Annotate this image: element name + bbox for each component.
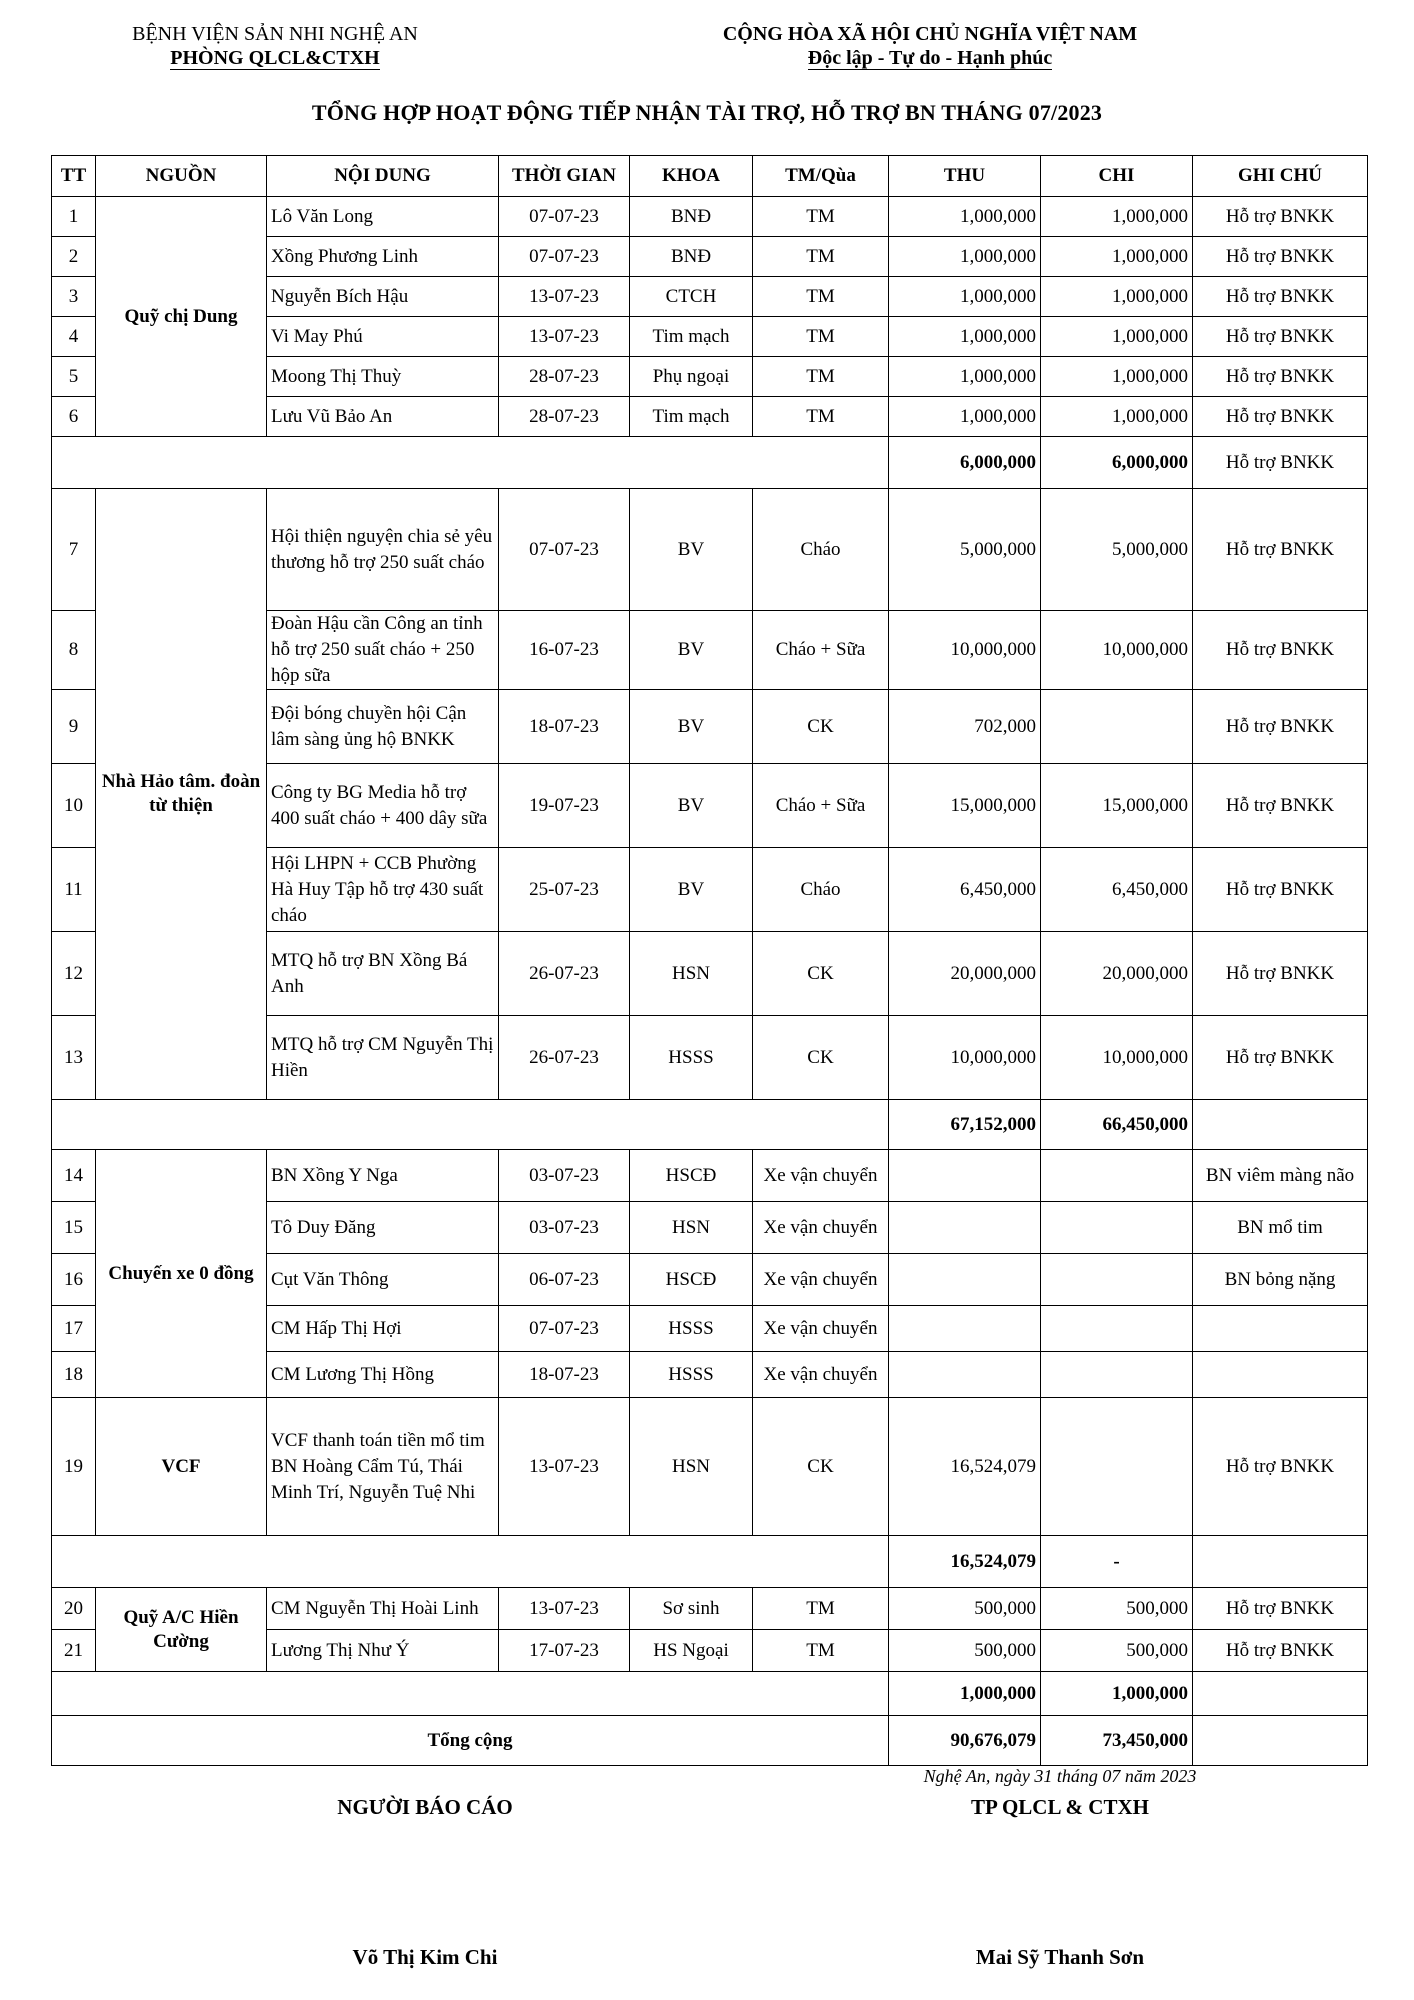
- source-cell: VCF: [96, 1398, 267, 1536]
- col-header-content: NỘI DUNG: [267, 156, 499, 197]
- row-number: 16: [52, 1254, 96, 1306]
- chi-cell: 500,000: [1041, 1630, 1193, 1672]
- dept-cell: BV: [630, 611, 753, 690]
- thu-cell: 500,000: [889, 1630, 1041, 1672]
- type-cell: TM: [753, 317, 889, 357]
- thu-cell: 10,000,000: [889, 1016, 1041, 1100]
- table-row: [52, 1588, 1368, 1630]
- chi-cell: 1,000,000: [1041, 357, 1193, 397]
- thu-cell: 15,000,000: [889, 764, 1041, 848]
- row-number: 6: [52, 397, 96, 437]
- subtotal-row: [52, 1672, 1368, 1716]
- row-number: 1: [52, 197, 96, 237]
- dept-cell: BV: [630, 848, 753, 932]
- date-cell: 03-07-23: [499, 1202, 630, 1254]
- thu-cell: 10,000,000: [889, 611, 1041, 690]
- content-cell: Xồng Phương Linh: [267, 237, 499, 277]
- chi-cell: [1041, 1352, 1193, 1398]
- date-cell: 07-07-23: [499, 237, 630, 277]
- subtotal-note: Hỗ trợ BNKK: [1193, 437, 1368, 489]
- subtotal-chi: 66,450,000: [1041, 1100, 1193, 1150]
- type-cell: TM: [753, 277, 889, 317]
- dept-cell: Tim mạch: [630, 317, 753, 357]
- type-cell: Cháo: [753, 489, 889, 611]
- chi-cell: [1041, 1306, 1193, 1352]
- manager-name: Mai Sỹ Thanh Sơn: [975, 1945, 1145, 1969]
- thu-cell: 6,450,000: [889, 848, 1041, 932]
- date-cell: 13-07-23: [499, 317, 630, 357]
- table-header-row: [52, 156, 1368, 197]
- page-title: TỔNG HỢP HOẠT ĐỘNG TIẾP NHẬN TÀI TRỢ, HỖ TRỢ BN THÁNG 07/2023: [311, 100, 1103, 125]
- reporter-title: NGƯỜI BÁO CÁO: [337, 1795, 513, 1819]
- col-header-thu: THU: [889, 156, 1041, 197]
- dept-cell: HSN: [630, 1398, 753, 1536]
- date-cell: 28-07-23: [499, 357, 630, 397]
- dept-cell: BV: [630, 764, 753, 848]
- reporter-name: Võ Thị Kim Chi: [352, 1945, 498, 1969]
- department-name: PHÒNG QLCL&CTXH: [170, 47, 380, 69]
- content-cell: CM Hấp Thị Hợi: [267, 1306, 499, 1352]
- table-row: [52, 1398, 1368, 1536]
- chi-cell: 1,000,000: [1041, 397, 1193, 437]
- content-cell: Lô Văn Long: [267, 197, 499, 237]
- date-cell: 07-07-23: [499, 197, 630, 237]
- thu-cell: 1,000,000: [889, 317, 1041, 357]
- type-cell: CK: [753, 1398, 889, 1536]
- thu-cell: [889, 1352, 1041, 1398]
- dept-cell: BV: [630, 489, 753, 611]
- dept-cell: BNĐ: [630, 197, 753, 237]
- note-cell: Hỗ trợ BNKK: [1193, 1588, 1368, 1630]
- date-cell: 26-07-23: [499, 1016, 630, 1100]
- date-cell: 07-07-23: [499, 1306, 630, 1352]
- note-cell: Hỗ trợ BNKK: [1193, 197, 1368, 237]
- type-cell: TM: [753, 357, 889, 397]
- note-cell: Hỗ trợ BNKK: [1193, 1016, 1368, 1100]
- dept-cell: HSCĐ: [630, 1254, 753, 1306]
- source-cell: Nhà Hảo tâm. đoàn từ thiện: [96, 489, 267, 1100]
- row-number: 17: [52, 1306, 96, 1352]
- thu-cell: 16,524,079: [889, 1398, 1041, 1536]
- grand-total-thu: 90,676,079: [889, 1716, 1041, 1766]
- dept-cell: Phụ ngoại: [630, 357, 753, 397]
- date-cell: 06-07-23: [499, 1254, 630, 1306]
- row-number: 15: [52, 1202, 96, 1254]
- chi-cell: [1041, 1202, 1193, 1254]
- content-cell: Hội thiện nguyện chia sẻ yêu thương hỗ trợ 250 suất cháo: [267, 489, 499, 611]
- col-header-date: THỜI GIAN: [499, 156, 630, 197]
- row-number: 10: [52, 764, 96, 848]
- row-number: 14: [52, 1150, 96, 1202]
- date-cell: 13-07-23: [499, 1398, 630, 1536]
- note-cell: Hỗ trợ BNKK: [1193, 848, 1368, 932]
- type-cell: Cháo + Sữa: [753, 764, 889, 848]
- type-cell: CK: [753, 932, 889, 1016]
- note-cell: Hỗ trợ BNKK: [1193, 764, 1368, 848]
- chi-cell: 1,000,000: [1041, 197, 1193, 237]
- row-number: 19: [52, 1398, 96, 1536]
- subtotal-blank: [52, 1100, 889, 1150]
- dept-cell: HSSS: [630, 1016, 753, 1100]
- content-cell: BN Xồng Y Nga: [267, 1150, 499, 1202]
- thu-cell: [889, 1202, 1041, 1254]
- content-cell: MTQ hỗ trợ CM Nguyễn Thị Hiền: [267, 1016, 499, 1100]
- date-cell: 17-07-23: [499, 1630, 630, 1672]
- row-number: 7: [52, 489, 96, 611]
- thu-cell: 1,000,000: [889, 237, 1041, 277]
- dept-cell: BV: [630, 690, 753, 764]
- source-cell: Quỹ A/C Hiền Cường: [96, 1588, 267, 1672]
- note-cell: Hỗ trợ BNKK: [1193, 237, 1368, 277]
- subtotal-blank: [52, 437, 889, 489]
- note-cell: Hỗ trợ BNKK: [1193, 932, 1368, 1016]
- date-cell: 18-07-23: [499, 690, 630, 764]
- source-cell: Chuyến xe 0 đồng: [96, 1150, 267, 1398]
- type-cell: Xe vận chuyển: [753, 1202, 889, 1254]
- dept-cell: HSN: [630, 932, 753, 1016]
- row-number: 3: [52, 277, 96, 317]
- col-header-dept: KHOA: [630, 156, 753, 197]
- subtotal-blank: [52, 1672, 889, 1716]
- subtotal-thu: 16,524,079: [889, 1536, 1041, 1588]
- col-header-chi: CHI: [1041, 156, 1193, 197]
- note-cell: Hỗ trợ BNKK: [1193, 397, 1368, 437]
- table-row: [52, 197, 1368, 237]
- type-cell: Cháo: [753, 848, 889, 932]
- nation-motto: Độc lập - Tự do - Hạnh phúc: [807, 47, 1053, 69]
- row-number: 18: [52, 1352, 96, 1398]
- content-cell: CM Lương Thị Hồng: [267, 1352, 499, 1398]
- chi-cell: 5,000,000: [1041, 489, 1193, 611]
- date-cell: 19-07-23: [499, 764, 630, 848]
- row-number: 8: [52, 611, 96, 690]
- row-number: 13: [52, 1016, 96, 1100]
- subtotal-thu: 1,000,000: [889, 1672, 1041, 1716]
- row-number: 4: [52, 317, 96, 357]
- type-cell: Xe vận chuyển: [753, 1352, 889, 1398]
- content-cell: Hội LHPN + CCB Phường Hà Huy Tập hỗ trợ 430 suất cháo: [267, 848, 499, 932]
- col-header-source: NGUỒN: [96, 156, 267, 197]
- dept-cell: HS Ngoại: [630, 1630, 753, 1672]
- date-cell: 16-07-23: [499, 611, 630, 690]
- grand-total-chi: 73,450,000: [1041, 1716, 1193, 1766]
- date-cell: 25-07-23: [499, 848, 630, 932]
- note-cell: Hỗ trợ BNKK: [1193, 489, 1368, 611]
- content-cell: Lưu Vũ Bảo An: [267, 397, 499, 437]
- subtotal-chi: -: [1041, 1536, 1193, 1588]
- content-cell: Lương Thị Như Ý: [267, 1630, 499, 1672]
- thu-cell: 5,000,000: [889, 489, 1041, 611]
- content-cell: Vi May Phú: [267, 317, 499, 357]
- sponsorship-table: [51, 155, 1368, 1766]
- chi-cell: 10,000,000: [1041, 611, 1193, 690]
- note-cell: Hỗ trợ BNKK: [1193, 690, 1368, 764]
- dept-cell: HSSS: [630, 1352, 753, 1398]
- date-cell: 07-07-23: [499, 489, 630, 611]
- type-cell: TM: [753, 237, 889, 277]
- col-header-type: TM/Qùa: [753, 156, 889, 197]
- subtotal-note: [1193, 1536, 1368, 1588]
- chi-cell: [1041, 690, 1193, 764]
- dept-cell: HSN: [630, 1202, 753, 1254]
- chi-cell: [1041, 1398, 1193, 1536]
- grand-total-row: [52, 1716, 1368, 1766]
- subtotal-note: [1193, 1100, 1368, 1150]
- thu-cell: 1,000,000: [889, 397, 1041, 437]
- chi-cell: [1041, 1254, 1193, 1306]
- dept-cell: HSSS: [630, 1306, 753, 1352]
- type-cell: TM: [753, 1588, 889, 1630]
- chi-cell: 1,000,000: [1041, 317, 1193, 357]
- type-cell: TM: [753, 197, 889, 237]
- type-cell: CK: [753, 1016, 889, 1100]
- note-cell: BN viêm màng não: [1193, 1150, 1368, 1202]
- thu-cell: 702,000: [889, 690, 1041, 764]
- thu-cell: 1,000,000: [889, 277, 1041, 317]
- col-header-note: GHI CHÚ: [1193, 156, 1368, 197]
- type-cell: Xe vận chuyển: [753, 1254, 889, 1306]
- grand-total-note: [1193, 1716, 1368, 1766]
- note-cell: [1193, 1306, 1368, 1352]
- thu-cell: 1,000,000: [889, 357, 1041, 397]
- content-cell: Cụt Văn Thông: [267, 1254, 499, 1306]
- content-cell: Công ty BG Media hỗ trợ 400 suất cháo + 400 dây sữa: [267, 764, 499, 848]
- type-cell: Xe vận chuyển: [753, 1150, 889, 1202]
- date-cell: 18-07-23: [499, 1352, 630, 1398]
- dept-cell: CTCH: [630, 277, 753, 317]
- grand-total-label: Tổng cộng: [52, 1716, 889, 1766]
- content-cell: VCF thanh toán tiền mổ tim BN Hoàng Cẩm Tú, Thái Minh Trí, Nguyễn Tuệ Nhi: [267, 1398, 499, 1536]
- content-cell: Tô Duy Đăng: [267, 1202, 499, 1254]
- dept-cell: Tim mạch: [630, 397, 753, 437]
- content-cell: CM Nguyễn Thị Hoài Linh: [267, 1588, 499, 1630]
- chi-cell: [1041, 1150, 1193, 1202]
- row-number: 11: [52, 848, 96, 932]
- row-number: 2: [52, 237, 96, 277]
- table-row: [52, 489, 1368, 611]
- type-cell: TM: [753, 397, 889, 437]
- content-cell: Moong Thị Thuỳ: [267, 357, 499, 397]
- organization-header: [110, 22, 440, 70]
- date-cell: 13-07-23: [499, 277, 630, 317]
- note-cell: Hỗ trợ BNKK: [1193, 277, 1368, 317]
- thu-cell: [889, 1150, 1041, 1202]
- row-number: 21: [52, 1630, 96, 1672]
- row-number: 12: [52, 932, 96, 1016]
- subtotal-chi: 6,000,000: [1041, 437, 1193, 489]
- type-cell: TM: [753, 1630, 889, 1672]
- thu-cell: 1,000,000: [889, 197, 1041, 237]
- note-cell: Hỗ trợ BNKK: [1193, 611, 1368, 690]
- thu-cell: [889, 1306, 1041, 1352]
- date-cell: 13-07-23: [499, 1588, 630, 1630]
- place-date: Nghệ An, ngày 31 tháng 07 năm 2023: [923, 1766, 1197, 1786]
- hospital-name: BỆNH VIỆN SẢN NHI NGHỆ AN: [132, 23, 418, 45]
- type-cell: Xe vận chuyển: [753, 1306, 889, 1352]
- content-cell: Đội bóng chuyền hội Cận lâm sàng ủng hộ BNKK: [267, 690, 499, 764]
- thu-cell: 20,000,000: [889, 932, 1041, 1016]
- type-cell: Cháo + Sữa: [753, 611, 889, 690]
- table-row: [52, 1150, 1368, 1202]
- chi-cell: 500,000: [1041, 1588, 1193, 1630]
- chi-cell: 1,000,000: [1041, 277, 1193, 317]
- note-cell: BN bỏng nặng: [1193, 1254, 1368, 1306]
- date-cell: 28-07-23: [499, 397, 630, 437]
- chi-cell: 15,000,000: [1041, 764, 1193, 848]
- subtotal-chi: 1,000,000: [1041, 1672, 1193, 1716]
- note-cell: [1193, 1352, 1368, 1398]
- note-cell: Hỗ trợ BNKK: [1193, 357, 1368, 397]
- subtotal-blank: [52, 1536, 889, 1588]
- col-header-tt: TT: [52, 156, 96, 197]
- source-cell: Quỹ chị Dung: [96, 197, 267, 437]
- subtotal-note: [1193, 1672, 1368, 1716]
- dept-cell: BNĐ: [630, 237, 753, 277]
- content-cell: MTQ hỗ trợ BN Xồng Bá Anh: [267, 932, 499, 1016]
- type-cell: CK: [753, 690, 889, 764]
- note-cell: Hỗ trợ BNKK: [1193, 1398, 1368, 1536]
- note-cell: BN mổ tim: [1193, 1202, 1368, 1254]
- nation-title: CỘNG HÒA XÃ HỘI CHỦ NGHĨA VIỆT NAM: [722, 23, 1138, 45]
- chi-cell: 6,450,000: [1041, 848, 1193, 932]
- subtotal-thu: 6,000,000: [889, 437, 1041, 489]
- chi-cell: 10,000,000: [1041, 1016, 1193, 1100]
- row-number: 5: [52, 357, 96, 397]
- thu-cell: [889, 1254, 1041, 1306]
- national-header: [700, 22, 1160, 70]
- chi-cell: 1,000,000: [1041, 237, 1193, 277]
- row-number: 9: [52, 690, 96, 764]
- dept-cell: HSCĐ: [630, 1150, 753, 1202]
- content-cell: Nguyễn Bích Hậu: [267, 277, 499, 317]
- subtotal-row: [52, 1536, 1368, 1588]
- date-cell: 03-07-23: [499, 1150, 630, 1202]
- row-number: 20: [52, 1588, 96, 1630]
- subtotal-thu: 67,152,000: [889, 1100, 1041, 1150]
- note-cell: Hỗ trợ BNKK: [1193, 1630, 1368, 1672]
- content-cell: Đoàn Hậu cần Công an tỉnh hỗ trợ 250 suất cháo + 250 hộp sữa: [267, 611, 499, 690]
- date-cell: 26-07-23: [499, 932, 630, 1016]
- thu-cell: 500,000: [889, 1588, 1041, 1630]
- dept-cell: Sơ sinh: [630, 1588, 753, 1630]
- subtotal-row: [52, 1100, 1368, 1150]
- subtotal-row: [52, 437, 1368, 489]
- manager-title: TP QLCL & CTXH: [971, 1795, 1149, 1819]
- chi-cell: 20,000,000: [1041, 932, 1193, 1016]
- note-cell: Hỗ trợ BNKK: [1193, 317, 1368, 357]
